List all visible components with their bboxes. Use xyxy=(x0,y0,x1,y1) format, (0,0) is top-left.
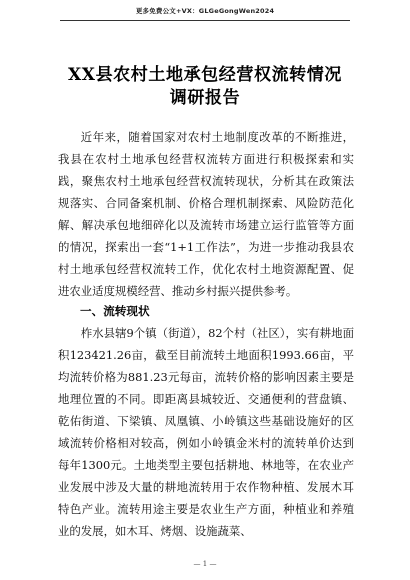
header-note: 更多免费公文+VX：GLGeGongWen2024 xyxy=(135,7,275,15)
page-number: — 1 — xyxy=(193,560,217,568)
header-divider xyxy=(60,20,350,21)
document-title: XX县农村土地承包经营权流转情况调研报告 xyxy=(68,65,342,108)
body-paragraph: 柞水县辖9个镇（街道），82个村（社区），实有耕地面积123421.26亩，截至目前流转土地面积1993.66亩，平均流转价格为881.23元每亩，流转价格的影响因素主要是地理位置的不同。即距离县城较近、交通便利的营盘镇、乾佑街道、下梁镇、凤凰镇、小岭镇这些基础设施好的区域流转价格相对较高，例如小岭镇金米村的流转单价达到每年1300元。土地类型主要包括耕地、林地等，在农业产业发展中涉及大量的耕地流转用于农作物种植、发展木耳特色产业。流转用途主要是农业生产方面，种植业和养殖业的发展，如木耳、烤烟、设施蔬菜、 xyxy=(58,326,354,538)
section-heading: 一、流转现状 xyxy=(80,304,150,318)
intro-paragraph: 近年来，随着国家对农村土地制度改革的不断推进，我县在农村土地承包经营权流转方面进行积极探索和实践，聚焦农村土地承包经营权流转现状，分析其在政策法规落实、合同备案机制、价格合理机制探索、风险防范化解、解决承包地细碎化以及流转市场建立运行监管等方面的情况，探索出一套“1+1工作法”，为进一步推动我县农村土地承包经营权流转工作，优化农村土地资源配置、促进农业适度规模经营、推动乡村振兴提供参考。 xyxy=(58,130,354,298)
